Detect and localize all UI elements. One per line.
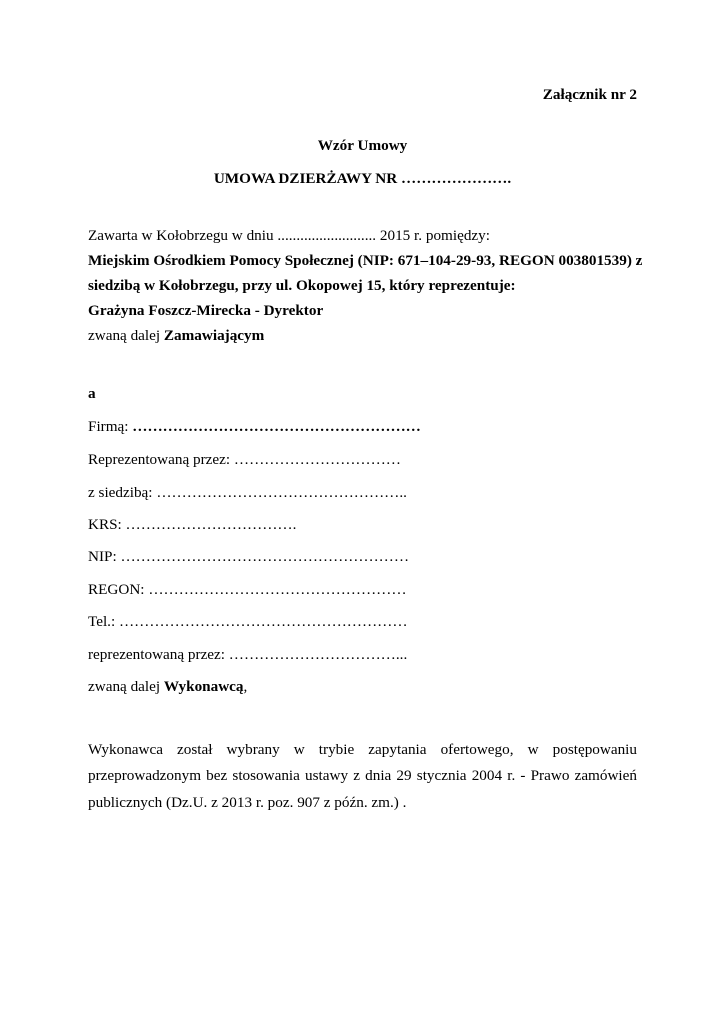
ordering-party-line-1: Miejskim Ośrodkiem Pomocy Społecznej (NIP: 671–104-29-93, REGON 003801539) z xyxy=(88,252,643,269)
krs-field: KRS: ……………………………. xyxy=(88,516,297,533)
conjunction-and: a xyxy=(88,385,96,402)
contractor-alias xyxy=(88,678,637,696)
regon-field: REGON: …………………………………………… xyxy=(88,581,407,598)
company-placeholder: ………………………………………………… xyxy=(132,418,421,435)
alias-prefix: zwaną dalej xyxy=(88,678,164,695)
ordering-party-alias xyxy=(88,327,637,345)
attachment-label: Załącznik nr 2 xyxy=(542,86,637,103)
represented-by-field: Reprezentowaną przez: …………………………… xyxy=(88,451,401,468)
alias-suffix: , xyxy=(243,678,248,695)
tel-field: Tel.: ………………………………………………… xyxy=(88,613,408,630)
selection-paragraph-line-3: publicznych (Dz.U. z 2013 r. poz. 907 z późn. zm.) . xyxy=(88,794,407,811)
contract-title: UMOWA DZIERŻAWY NR …………………. xyxy=(213,170,512,187)
company-field xyxy=(88,418,637,436)
represented-by-field-2: reprezentowaną przez: ……………………………... xyxy=(88,646,408,663)
nip-field: NIP: ………………………………………………… xyxy=(88,548,410,565)
contract-intro: Zawarta w Kołobrzegu w dniu .......................... 2015 r. pomiędzy: xyxy=(88,227,490,244)
selection-paragraph-line-2: przeprowadzonym bez stosowania ustawy z dnia 29 stycznia 2004 r. - Prawo zamówień xyxy=(88,767,637,784)
document-title: Wzór Umowy xyxy=(317,137,408,154)
alias-name-contractor: Wykonawcą xyxy=(163,678,244,695)
director-name: Grażyna Foszcz-Mirecka - Dyrektor xyxy=(88,302,324,319)
selection-paragraph-line-1: Wykonawca został wybrany w trybie zapytania ofertowego, w postępowaniu xyxy=(88,741,637,758)
alias-prefix: zwaną dalej xyxy=(88,327,164,344)
seat-field: z siedzibą: ………………………………………….. xyxy=(88,484,407,501)
company-label: Firmą: xyxy=(88,418,133,435)
ordering-party-line-2: siedzibą w Kołobrzegu, przy ul. Okopowej 15, który reprezentuje: xyxy=(88,277,516,294)
alias-name-ordering: Zamawiającym xyxy=(163,327,265,344)
